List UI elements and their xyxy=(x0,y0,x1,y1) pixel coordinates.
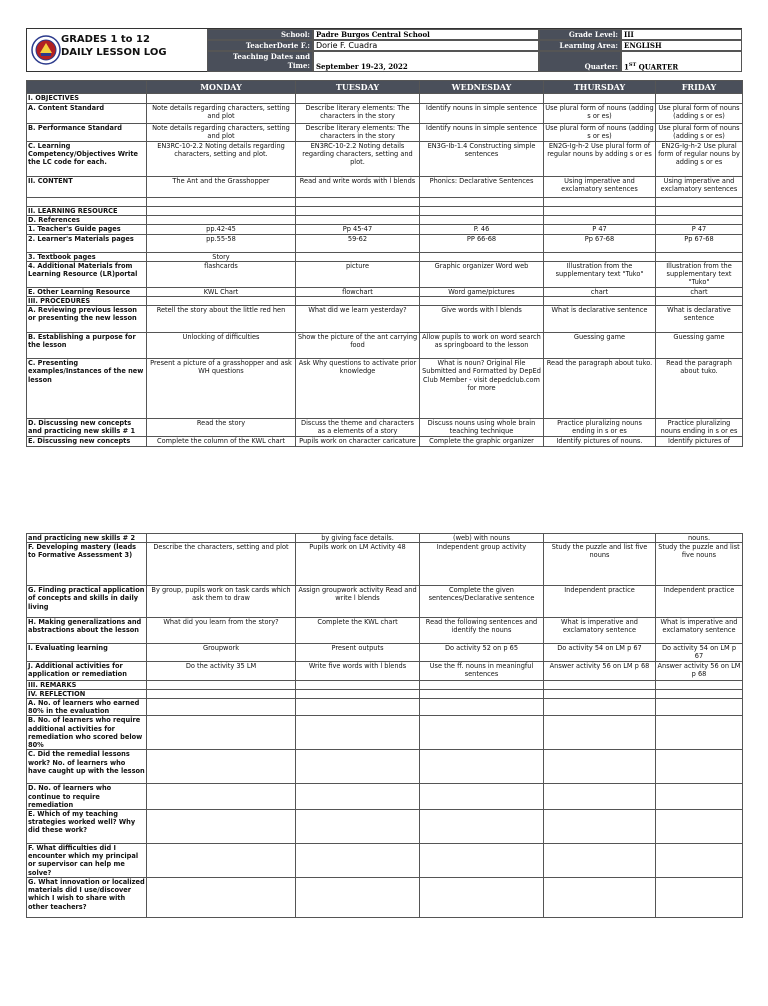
row-cell-friday: Do activity 54 on LM p 67 xyxy=(656,644,743,661)
row-cell-thursday: Practice pluralizing nouns ending in s or es xyxy=(544,419,656,437)
row-cell-thursday: P 47 xyxy=(544,225,656,234)
row-label: I. OBJECTIVES xyxy=(27,94,147,104)
row-cell-tuesday xyxy=(296,297,420,306)
row-cell-tuesday: Discuss the theme and characters as a elements of a story xyxy=(296,419,420,437)
dates-value: September 19-23, 2022 xyxy=(313,51,539,72)
row-cell-friday: chart xyxy=(656,287,743,296)
row-cell-wednesday xyxy=(420,198,544,207)
row-cell-wednesday xyxy=(420,699,544,716)
row-label: F. What difficulties did I encounter which my principal or supervisor can help me solve? xyxy=(27,844,147,878)
row-cell-thursday xyxy=(544,94,656,104)
row-cell-wednesday: What is noun? Original File Submitted and Formatted by DepEd Club Member - visit depedclub.com for more xyxy=(420,359,544,419)
row-cell-friday xyxy=(656,297,743,306)
row-cell-friday: Illustration from the supplementary text "Tuko" xyxy=(656,261,743,287)
row-cell-tuesday: Ask Why questions to activate prior knowledge xyxy=(296,359,420,419)
row-cell-monday xyxy=(147,784,296,810)
row-label: G. Finding practical application of concepts and skills in daily living xyxy=(27,586,147,618)
row-cell-thursday xyxy=(544,207,656,216)
row-cell-tuesday xyxy=(296,810,420,844)
row-label: D. Discussing new concepts and practicing new skills # 1 xyxy=(27,419,147,437)
row-cell-thursday: Guessing game xyxy=(544,333,656,359)
table-row xyxy=(27,225,743,234)
header xyxy=(26,28,742,72)
page1-rows xyxy=(27,81,743,447)
row-cell-wednesday: Word game/pictures xyxy=(420,287,544,296)
row-label: III. REMARKS xyxy=(27,680,147,689)
row-cell-monday xyxy=(147,844,296,878)
row-label: H. Making generalizations and abstractions about the lesson xyxy=(27,618,147,644)
row-label: B. No. of learners who require additional activities for remediation who scored below 80% xyxy=(27,716,147,750)
teacher-label: TeacherDorie F.: xyxy=(207,40,313,51)
row-cell-wednesday xyxy=(420,207,544,216)
row-cell-thursday xyxy=(544,198,656,207)
row-label: E. Other Learning Resource xyxy=(27,287,147,296)
row-cell-monday xyxy=(147,94,296,104)
row-cell-friday xyxy=(656,198,743,207)
row-cell-wednesday: EN3G-Ib-1.4 Constructing simple sentences xyxy=(420,142,544,177)
row-cell-friday: nouns. xyxy=(656,534,743,543)
row-cell-wednesday: Independent group activity xyxy=(420,543,544,586)
row-label: IV. REFLECTION xyxy=(27,689,147,698)
row-label: 4. Additional Materials from Learning Resource (LR)portal xyxy=(27,261,147,287)
row-label: J. Additional activities for application or remediation xyxy=(27,661,147,680)
row-cell-friday: Use plural form of nouns (adding s or es) xyxy=(656,104,743,124)
row-cell-tuesday xyxy=(296,878,420,918)
lesson-log-table-page1 xyxy=(26,80,743,447)
table-row xyxy=(27,306,743,333)
row-cell-tuesday: Show the picture of the ant carrying food xyxy=(296,333,420,359)
quarter-number: 1 xyxy=(624,62,629,72)
row-cell-friday: Guessing game xyxy=(656,333,743,359)
row-label: C. Learning Competency/Objectives Write the LC code for each. xyxy=(27,142,147,177)
table-row xyxy=(27,699,743,716)
row-cell-friday xyxy=(656,216,743,225)
row-cell-monday xyxy=(147,198,296,207)
row-cell-monday xyxy=(147,716,296,750)
table-row xyxy=(27,661,743,680)
table-row xyxy=(27,207,743,216)
row-cell-tuesday: Read and write words with l blends xyxy=(296,177,420,198)
row-cell-monday xyxy=(147,810,296,844)
table-row xyxy=(27,142,743,177)
row-cell-friday: Study the puzzle and list five nouns xyxy=(656,543,743,586)
row-cell-thursday xyxy=(544,216,656,225)
quarter-value xyxy=(621,51,742,72)
page2-rows xyxy=(27,534,743,918)
row-cell-friday xyxy=(656,750,743,784)
row-label: D. No. of learners who continue to require remediation xyxy=(27,784,147,810)
row-cell-monday: Describe the characters, setting and plot xyxy=(147,543,296,586)
day-wednesday: WEDNESDAY xyxy=(420,81,544,94)
row-cell-wednesday xyxy=(420,878,544,918)
row-label: A. Reviewing previous lesson or presenting the new lesson xyxy=(27,306,147,333)
row-cell-thursday: What is imperative and exclamatory sentence xyxy=(544,618,656,644)
row-cell-wednesday: Identify nouns in simple sentence xyxy=(420,124,544,142)
table-row xyxy=(27,177,743,198)
row-cell-wednesday xyxy=(420,94,544,104)
row-cell-monday: Unlocking of difficulties xyxy=(147,333,296,359)
row-cell-wednesday xyxy=(420,216,544,225)
row-cell-friday xyxy=(656,689,743,698)
row-cell-wednesday: PP 66-68 xyxy=(420,234,544,252)
row-cell-wednesday xyxy=(420,810,544,844)
row-cell-tuesday xyxy=(296,680,420,689)
form-title xyxy=(61,33,167,59)
row-cell-friday: Read the paragraph about tuko. xyxy=(656,359,743,419)
row-cell-thursday xyxy=(544,534,656,543)
row-label: G. What innovation or localized materials did I use/discover which I wish to share with other teachers? xyxy=(27,878,147,918)
row-cell-monday: Note details regarding characters, setting and plot xyxy=(147,124,296,142)
row-cell-thursday xyxy=(544,680,656,689)
table-row xyxy=(27,543,743,586)
table-row xyxy=(27,104,743,124)
row-cell-thursday xyxy=(544,699,656,716)
row-label: II. LEARNING RESOURCE xyxy=(27,207,147,216)
row-cell-friday xyxy=(656,252,743,261)
row-cell-wednesday xyxy=(420,716,544,750)
row-cell-monday: What did you learn from the story? xyxy=(147,618,296,644)
grade-label: Grade Level: xyxy=(539,29,621,40)
row-cell-tuesday: EN3RC-10-2.2 Noting details regarding characters, setting and plot. xyxy=(296,142,420,177)
row-cell-monday xyxy=(147,680,296,689)
row-cell-thursday: Illustration from the supplementary text "Tuko" xyxy=(544,261,656,287)
row-cell-monday xyxy=(147,216,296,225)
row-cell-monday: Retell the story about the little red hen xyxy=(147,306,296,333)
table-row xyxy=(27,297,743,306)
row-cell-wednesday xyxy=(420,680,544,689)
table-row xyxy=(27,419,743,437)
row-cell-tuesday: flowchart xyxy=(296,287,420,296)
row-cell-wednesday: Discuss nouns using whole brain teaching technique xyxy=(420,419,544,437)
row-cell-tuesday: Pupils work on character caricature xyxy=(296,437,420,447)
quarter-label: Quarter: xyxy=(539,51,621,72)
row-cell-monday: Note details regarding characters, setting and plot xyxy=(147,104,296,124)
row-label: 2. Learner's Materials pages xyxy=(27,234,147,252)
dates-label-line1: Teaching Dates and xyxy=(232,52,310,61)
row-label: C. Presenting examples/Instances of the new lesson xyxy=(27,359,147,419)
row-cell-monday: pp.55-58 xyxy=(147,234,296,252)
row-label: III. PROCEDURES xyxy=(27,297,147,306)
day-header-row xyxy=(27,81,743,94)
row-cell-wednesday: Graphic organizer Word web xyxy=(420,261,544,287)
row-cell-wednesday: (web) with nouns xyxy=(420,534,544,543)
row-cell-tuesday xyxy=(296,94,420,104)
table-row xyxy=(27,261,743,287)
row-cell-tuesday xyxy=(296,198,420,207)
row-cell-thursday xyxy=(544,844,656,878)
day-header-blank xyxy=(27,81,147,94)
row-cell-monday: Present a picture of a grasshopper and ask WH questions xyxy=(147,359,296,419)
row-label: E. Which of my teaching strategies worked well? Why did these work? xyxy=(27,810,147,844)
table-row xyxy=(27,618,743,644)
row-cell-wednesday xyxy=(420,297,544,306)
row-cell-monday: The Ant and the Grasshopper xyxy=(147,177,296,198)
row-cell-monday: Groupwork xyxy=(147,644,296,661)
row-cell-wednesday: Read the following sentences and identify the nouns xyxy=(420,618,544,644)
row-cell-friday xyxy=(656,699,743,716)
row-cell-thursday xyxy=(544,810,656,844)
row-cell-friday xyxy=(656,784,743,810)
row-cell-tuesday xyxy=(296,216,420,225)
table-row xyxy=(27,287,743,296)
row-cell-thursday: EN2G-Ig-h-2 Use plural form of regular nouns by adding s or es xyxy=(544,142,656,177)
table-row xyxy=(27,750,743,784)
table-row xyxy=(27,216,743,225)
row-cell-thursday: Independent practice xyxy=(544,586,656,618)
row-label: II. CONTENT xyxy=(27,177,147,198)
table-row xyxy=(27,878,743,918)
teacher-value: Dorie F. Cuadra xyxy=(313,40,539,51)
row-cell-tuesday xyxy=(296,252,420,261)
row-cell-wednesday xyxy=(420,252,544,261)
table-row xyxy=(27,586,743,618)
table-row xyxy=(27,234,743,252)
table-row xyxy=(27,844,743,878)
row-cell-tuesday: Describe literary elements: The characters in the story xyxy=(296,124,420,142)
row-cell-thursday xyxy=(544,716,656,750)
row-cell-friday: Independent practice xyxy=(656,586,743,618)
deped-seal-icon xyxy=(31,35,61,65)
row-cell-monday xyxy=(147,878,296,918)
table-row xyxy=(27,716,743,750)
row-cell-friday xyxy=(656,680,743,689)
row-cell-tuesday: Pupils work on LM Activity 48 xyxy=(296,543,420,586)
row-cell-wednesday: Complete the given sentences/Declarative sentence xyxy=(420,586,544,618)
row-cell-thursday: Pp 67-68 xyxy=(544,234,656,252)
row-cell-monday: pp.42-45 xyxy=(147,225,296,234)
row-cell-wednesday: Do activity 52 on p 65 xyxy=(420,644,544,661)
row-cell-thursday: Use plural form of nouns (adding s or es) xyxy=(545,124,654,141)
area-value: ENGLISH xyxy=(621,40,742,51)
row-cell-tuesday: by giving face details. xyxy=(296,534,420,543)
table-row xyxy=(27,644,743,661)
quarter-text: QUARTER xyxy=(636,62,679,72)
school-label: School: xyxy=(207,29,313,40)
row-cell-tuesday: Complete the KWL chart xyxy=(296,618,420,644)
row-cell-tuesday: Describe literary elements: The characters in the story xyxy=(296,104,420,124)
row-cell-thursday xyxy=(544,784,656,810)
row-cell-wednesday xyxy=(420,844,544,878)
table-row xyxy=(27,784,743,810)
row-label: and practicing new skills # 2 xyxy=(27,534,147,543)
row-label: C. Did the remedial lessons work? No. of learners who have caught up with the lesson xyxy=(27,750,147,784)
row-cell-monday: Complete the column of the KWL chart xyxy=(147,437,296,447)
row-cell-tuesday xyxy=(296,750,420,784)
row-cell-tuesday: Pp 45-47 xyxy=(296,225,420,234)
row-cell-tuesday xyxy=(296,689,420,698)
lesson-log-table-page2 xyxy=(26,533,743,918)
row-label: B. Performance Standard xyxy=(27,124,147,142)
title-line-1: GRADES 1 to 12 xyxy=(61,34,150,45)
row-cell-monday: KWL Chart xyxy=(147,287,296,296)
row-cell-friday: P 47 xyxy=(656,225,743,234)
row-cell-thursday: Identify pictures of nouns. xyxy=(544,437,656,447)
dates-label xyxy=(207,51,313,72)
table-row xyxy=(27,124,743,142)
row-cell-friday xyxy=(656,810,743,844)
row-cell-monday xyxy=(147,297,296,306)
row-cell-thursday: Read the paragraph about tuko. xyxy=(544,359,656,419)
row-cell-monday xyxy=(147,699,296,716)
row-cell-monday: Story xyxy=(147,252,296,261)
row-cell-wednesday xyxy=(420,784,544,810)
row-cell-monday: EN3RC-10-2.2 Noting details regarding characters, setting and plot. xyxy=(147,142,296,177)
school-value: Padre Burgos Central School xyxy=(313,29,539,40)
row-cell-friday xyxy=(656,716,743,750)
row-cell-tuesday: Assign groupwork activity Read and write l blends xyxy=(296,586,420,618)
row-cell-friday xyxy=(656,207,743,216)
row-cell-friday: EN2G-Ig-h-2 Use plural form of regular nouns by adding s or es xyxy=(656,142,743,177)
day-friday: FRIDAY xyxy=(656,81,743,94)
row-cell-tuesday: Write five words with l blends xyxy=(296,661,420,680)
table-row xyxy=(27,437,743,447)
row-cell-thursday: Do activity 54 on LM p 67 xyxy=(544,644,656,661)
row-cell-thursday: Study the puzzle and list five nouns xyxy=(544,543,656,586)
row-cell-wednesday: Complete the graphic organizer xyxy=(420,437,544,447)
row-cell-friday: What is imperative and exclamatory sentence xyxy=(656,618,743,644)
row-cell-thursday xyxy=(544,689,656,698)
row-cell-thursday: chart xyxy=(544,287,656,296)
table-row xyxy=(27,810,743,844)
row-cell-friday xyxy=(656,94,743,104)
row-label: A. Content Standard xyxy=(27,104,147,124)
row-label: E. Discussing new concepts xyxy=(27,437,147,447)
row-cell-thursday xyxy=(544,878,656,918)
row-cell-wednesday: Allow pupils to work on word search as springboard to the lesson xyxy=(420,333,544,359)
row-cell-monday: flashcards xyxy=(147,261,296,287)
row-label: F. Developing mastery (leads to Formative Assessment 3) xyxy=(27,543,147,586)
row-cell-monday: Do the activity 35 LM xyxy=(147,661,296,680)
table-row xyxy=(27,534,743,543)
row-cell-monday: Read the story xyxy=(147,419,296,437)
row-cell-tuesday xyxy=(296,716,420,750)
row-label: D. References xyxy=(27,216,147,225)
row-cell-thursday: Use plural form of nouns (adding s or es) xyxy=(544,104,656,124)
row-cell-tuesday xyxy=(296,784,420,810)
row-label: 1. Teacher's Guide pages xyxy=(27,225,147,234)
row-cell-monday xyxy=(147,207,296,216)
table-row xyxy=(27,252,743,261)
table-row xyxy=(27,94,743,104)
row-cell-tuesday: What did we learn yesterday? xyxy=(296,306,420,333)
row-label: I. Evaluating learning xyxy=(27,644,147,661)
row-cell-thursday: Answer activity 56 on LM p 68 xyxy=(544,661,656,680)
row-cell-thursday: What is declarative sentence xyxy=(544,306,656,333)
row-cell-monday xyxy=(147,689,296,698)
title-line-2: DAILY LESSON LOG xyxy=(61,47,167,58)
day-thursday: THURSDAY xyxy=(544,81,656,94)
grade-value: III xyxy=(621,29,742,40)
row-cell-wednesday: Identify nouns in simple sentence xyxy=(420,104,544,124)
row-cell-wednesday: P. 46 xyxy=(420,225,544,234)
row-cell-friday: Pp 67-68 xyxy=(656,234,743,252)
day-monday: MONDAY xyxy=(147,81,296,94)
row-label: B. Establishing a purpose for the lesson xyxy=(27,333,147,359)
table-row xyxy=(27,689,743,698)
row-cell-tuesday xyxy=(296,699,420,716)
row-cell-wednesday: Use the ff. nouns in meaningful sentences xyxy=(420,661,544,680)
quarter-suffix: ST xyxy=(628,62,637,68)
row-cell-tuesday: Present outputs xyxy=(296,644,420,661)
row-cell-thursday xyxy=(544,297,656,306)
row-label xyxy=(27,198,147,207)
table-row xyxy=(27,359,743,419)
row-label: A. No. of learners who earned 80% in the evaluation xyxy=(27,699,147,716)
row-cell-friday: Practice pluralizing nouns ending in s or es xyxy=(656,419,743,437)
row-cell-monday xyxy=(147,534,296,543)
row-cell-wednesday: Give words with l blends xyxy=(420,306,544,333)
dates-label-line2: Time: xyxy=(287,61,310,70)
row-cell-wednesday xyxy=(420,689,544,698)
row-cell-thursday xyxy=(544,252,656,261)
row-cell-monday: By group, pupils work on task cards which ask them to draw xyxy=(147,586,296,618)
table-row xyxy=(27,333,743,359)
row-cell-friday: What is declarative sentence xyxy=(656,306,743,333)
area-label: Learning Area: xyxy=(539,40,621,51)
row-cell-friday: Use plural form of nouns (adding s or es) xyxy=(656,124,743,142)
row-cell-tuesday: picture xyxy=(296,261,420,287)
row-cell-wednesday: Phonics: Declarative Sentences xyxy=(420,177,544,198)
row-cell-monday xyxy=(147,750,296,784)
row-cell-wednesday xyxy=(420,750,544,784)
row-cell-thursday: Using imperative and exclamatory sentences xyxy=(544,177,656,198)
row-cell-friday xyxy=(656,878,743,918)
row-cell-tuesday xyxy=(296,207,420,216)
day-tuesday: TUESDAY xyxy=(296,81,420,94)
table-row xyxy=(27,680,743,689)
row-cell-friday: Answer activity 56 on LM p 68 xyxy=(656,661,743,680)
row-cell-tuesday: 59-62 xyxy=(296,234,420,252)
row-cell-friday xyxy=(656,844,743,878)
row-cell-friday: Identify pictures of xyxy=(656,437,743,447)
row-cell-tuesday xyxy=(296,844,420,878)
row-cell-friday: Using imperative and exclamatory sentences xyxy=(656,177,743,198)
row-label: 3. Textbook pages xyxy=(27,252,147,261)
table-row xyxy=(27,198,743,207)
row-cell-thursday xyxy=(544,750,656,784)
